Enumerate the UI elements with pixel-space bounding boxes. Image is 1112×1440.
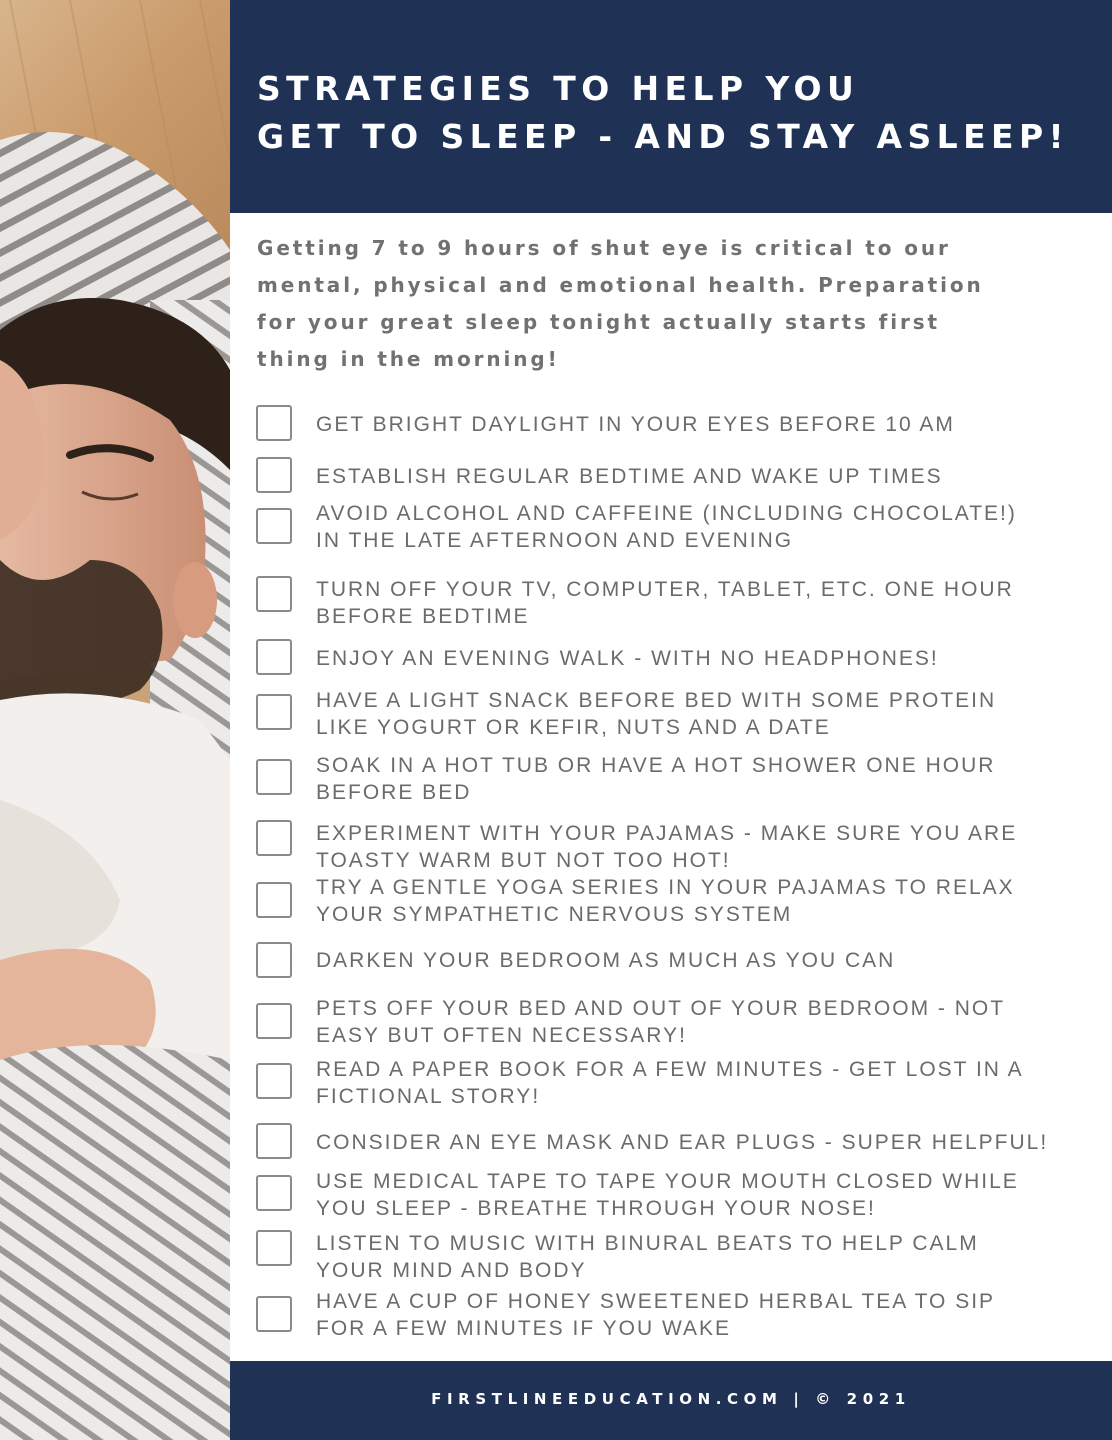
sleeping-man-photo [0, 0, 230, 1440]
checklist-item-line: TURN OFF YOUR TV, COMPUTER, TABLET, ETC. ONE HOUR [316, 578, 1014, 601]
checkbox[interactable] [256, 942, 292, 978]
checklist-item-line: LIKE YOGURT OR KEFIR, NUTS AND A DATE [316, 716, 831, 739]
checkbox[interactable] [256, 1123, 292, 1159]
checklist-item-text [316, 463, 943, 490]
intro-line: Getting 7 to 9 hours of shut eye is critical to our [257, 236, 951, 260]
checklist-item-text [316, 1129, 1048, 1156]
checkbox[interactable] [256, 1175, 292, 1211]
checklist-item-line: SOAK IN A HOT TUB OR HAVE A HOT SHOWER ONE HOUR [316, 754, 996, 777]
checklist-item-line: HAVE A LIGHT SNACK BEFORE BED WITH SOME PROTEIN [316, 689, 997, 712]
checklist-item-line: HAVE A CUP OF HONEY SWEETENED HERBAL TEA TO SIP [316, 1290, 996, 1313]
checklist-item-line: TOASTY WARM BUT NOT TOO HOT! [316, 849, 731, 872]
footer-banner [230, 1361, 1112, 1440]
checklist-item-text [316, 687, 996, 741]
checklist-item-text [316, 576, 1014, 630]
checklist-item-line: GET BRIGHT DAYLIGHT IN YOUR EYES BEFORE 10 AM [316, 413, 955, 436]
checklist-item-line: READ A PAPER BOOK FOR A FEW MINUTES - GET LOST IN A [316, 1058, 1024, 1081]
checklist-item-text [316, 500, 1017, 554]
checkbox[interactable] [256, 1063, 292, 1099]
checklist-item-text [316, 995, 1005, 1049]
checkbox[interactable] [256, 1003, 292, 1039]
checklist-item-text [316, 752, 995, 806]
checklist-item-line: FICTIONAL STORY! [316, 1085, 541, 1108]
checklist-item-line: ENJOY AN EVENING WALK - WITH NO HEADPHONES! [316, 647, 939, 670]
checkbox[interactable] [256, 882, 292, 918]
checkbox[interactable] [256, 639, 292, 675]
page-title-line-2: GET TO SLEEP - AND STAY ASLEEP! [257, 117, 1069, 156]
checklist-item-line: DARKEN YOUR BEDROOM AS MUCH AS YOU CAN [316, 949, 896, 972]
checklist-item-line: CONSIDER AN EYE MASK AND EAR PLUGS - SUPER HELPFUL! [316, 1131, 1049, 1154]
intro-line: for your great sleep tonight actually starts first [257, 310, 941, 334]
header-banner [230, 0, 1112, 213]
checklist-item-text [316, 820, 1017, 874]
page-title-line-1: STRATEGIES TO HELP YOU [257, 69, 860, 108]
checklist-item-line: USE MEDICAL TAPE TO TAPE YOUR MOUTH CLOSED WHILE [316, 1170, 1019, 1193]
checkbox[interactable] [256, 576, 292, 612]
checklist-item-text [316, 1168, 1019, 1222]
checkbox[interactable] [256, 1296, 292, 1332]
checklist-item-line: YOUR SYMPATHETIC NERVOUS SYSTEM [316, 903, 793, 926]
checklist-item-text [316, 645, 939, 672]
checklist-item-text [316, 1230, 979, 1284]
checklist-item-line: LISTEN TO MUSIC WITH BINURAL BEATS TO HELP CALM [316, 1232, 979, 1255]
checklist-item-line: YOU SLEEP - BREATHE THROUGH YOUR NOSE! [316, 1197, 876, 1220]
checklist-item-line: IN THE LATE AFTERNOON AND EVENING [316, 529, 794, 552]
checklist-item-text [316, 1288, 995, 1342]
checklist-item-text [316, 874, 1015, 928]
checkbox[interactable] [256, 759, 292, 795]
checklist-item-line: FOR A FEW MINUTES IF YOU WAKE [316, 1317, 732, 1340]
checkbox[interactable] [256, 1230, 292, 1266]
checkbox[interactable] [256, 820, 292, 856]
checklist-item-line: PETS OFF YOUR BED AND OUT OF YOUR BEDROOM - NOT [316, 997, 1006, 1020]
checklist-item-text [316, 411, 955, 438]
intro-line: mental, physical and emotional health. Preparation [257, 273, 984, 297]
checkbox[interactable] [256, 694, 292, 730]
footer-text: FIRSTLINEEDUCATION.COM | © 2021 [431, 1390, 911, 1408]
checkbox[interactable] [256, 457, 292, 493]
checklist-item-line: TRY A GENTLE YOGA SERIES IN YOUR PAJAMAS TO RELAX [316, 876, 1015, 899]
checklist-item-line: BEFORE BED [316, 781, 472, 804]
checklist-item-line: AVOID ALCOHOL AND CAFFEINE (INCLUDING CHOCOLATE!) [316, 502, 1017, 525]
checklist-item-line: EASY BUT OFTEN NECESSARY! [316, 1024, 687, 1047]
checklist-item-line: YOUR MIND AND BODY [316, 1259, 587, 1282]
checklist-item-line: EXPERIMENT WITH YOUR PAJAMAS - MAKE SURE YOU ARE [316, 822, 1018, 845]
checklist-item-text [316, 947, 895, 974]
checkbox[interactable] [256, 508, 292, 544]
checklist-item-text [316, 1056, 1024, 1110]
intro-line: thing in the morning! [257, 347, 560, 371]
checklist-item-line: ESTABLISH REGULAR BEDTIME AND WAKE UP TIMES [316, 465, 943, 488]
checkbox[interactable] [256, 405, 292, 441]
checklist-item-line: BEFORE BEDTIME [316, 605, 530, 628]
intro-paragraph [257, 230, 1057, 378]
